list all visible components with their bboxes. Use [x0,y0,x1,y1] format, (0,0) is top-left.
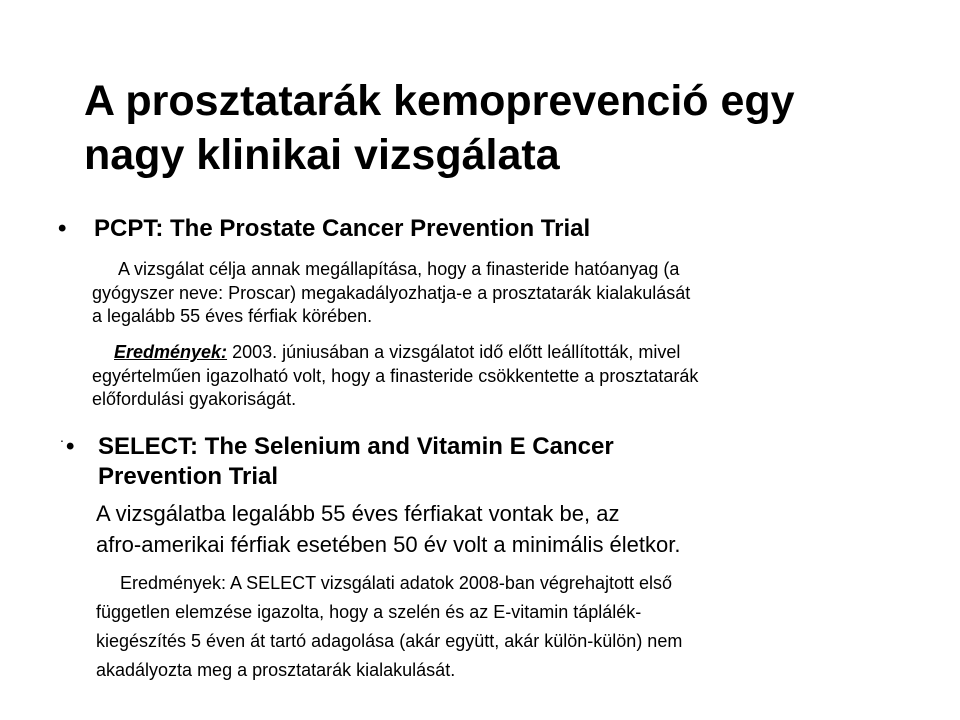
select-enrollment-line-2: afro-amerikai férfiak esetében 50 év volt a minimális életkor. [96,532,681,557]
pcpt-results-label: Eredmények: [114,342,228,362]
stray-mark: . [60,429,64,445]
select-heading [98,432,614,492]
pcpt-heading: PCPT: The Prostate Cancer Prevention Trial [94,215,591,242]
select-results-paragraph [96,569,936,685]
pcpt-purpose-paragraph [92,258,912,329]
select-bullet-row [66,432,614,492]
slide-title-line-1: A prosztatarák kemoprevenció egy [84,77,795,125]
pcpt-results-line-1: 2003. júniusában a vizsgálatot idő előtt leállították, mivel [227,342,681,362]
slide-title [84,74,924,182]
pcpt-results-line-2: egyértelműen igazolható volt, hogy a finasteride csökkentette a prosztatarák [92,365,699,386]
pcpt-results-paragraph [92,341,932,412]
select-results-line-2: független elemzése igazolta, hogy a szelén és az E-vitamin táplálék- [96,602,642,622]
pcpt-purpose-line-1: A vizsgálat célja annak megállapítása, hogy a finasteride hatóanyag (a [118,259,680,279]
select-results-line-1: Eredmények: A SELECT vizsgálati adatok 2008-ban végrehajtott első [120,573,672,593]
pcpt-purpose-line-3: a legalább 55 éves férfiak körében. [92,306,373,326]
pcpt-purpose-line-2: gyógyszer neve: Proscar) megakadályozhatja-e a prosztatarák kialakulását [92,282,691,303]
pcpt-bullet-row [58,214,590,244]
select-heading-line-1: SELECT: The Selenium and Vitamin E Cancer [98,433,614,460]
pcpt-bullet-icon: • [58,215,67,242]
slide-title-line-2: nagy klinikai vizsgálata [84,131,560,179]
select-results-line-3: kiegészítés 5 éven át tartó adagolása (akár együtt, akár külön-külön) nem [96,631,683,651]
select-bullet-icon: • [66,433,75,460]
select-enrollment-line-1: A vizsgálatba legalább 55 éves férfiakat vontak be, az [96,501,620,526]
select-enrollment-paragraph [96,498,936,560]
select-heading-line-2: Prevention Trial [98,463,279,490]
select-results-line-4: akadályozta meg a prosztatarák kialakulását. [96,660,456,680]
pcpt-results-line-3: előfordulási gyakoriságát. [92,389,297,409]
